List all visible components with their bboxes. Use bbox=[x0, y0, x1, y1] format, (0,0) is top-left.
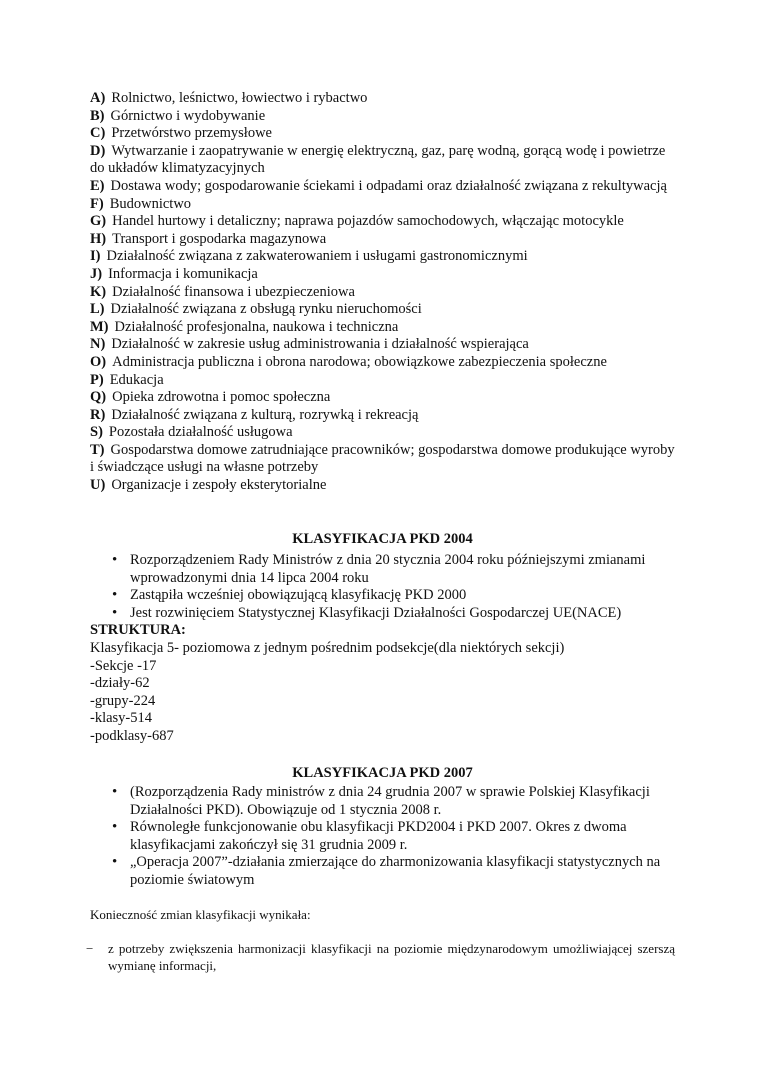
pkd2004-section bbox=[90, 530, 675, 746]
structure-heading: STRUKTURA: bbox=[90, 622, 186, 639]
pkd-sections-list bbox=[90, 90, 675, 495]
bullet-item: • Rozporządzeniem Rady Ministrów z dnia 20 stycznia 2004 roku późniejszymi zmianami wprowadzonymi dnia 14 lipca 2004 roku bbox=[90, 552, 675, 587]
list-item: G) Handel hurtowy i detaliczny; naprawa pojazdów samochodowych, włączając motocykle bbox=[90, 213, 624, 230]
list-item: Q) Opieka zdrowotna i pomoc społeczna bbox=[90, 389, 331, 406]
list-item: J) Informacja i komunikacja bbox=[90, 265, 258, 282]
necessity-item bbox=[86, 940, 675, 974]
pkd2007-bullets bbox=[90, 784, 675, 890]
list-item: A) Rolnictwo, leśnictwo, łowiectwo i rybactwo bbox=[90, 90, 368, 106]
list-item: F) Budownictwo bbox=[90, 195, 192, 212]
bullet-item: • Równoległe funkcjonowanie obu klasyfikacji PKD2004 i PKD 2007. Okres z dwoma klasyfikacjami zakończył się 31 grudnia 2009 r. bbox=[90, 819, 675, 854]
list-item: B) Górnictwo i wydobywanie bbox=[90, 107, 266, 124]
list-item: D) Wytwarzanie i zaopatrywanie w energię elektryczną, gaz, parę wodną, gorącą wodę i powietrze do układów klimatyzacyjnych bbox=[90, 142, 666, 177]
list-item: K) Działalność finansowa i ubezpieczeniowa bbox=[90, 283, 355, 300]
list-item: M) Działalność profesjonalna, naukowa i techniczna bbox=[90, 318, 399, 335]
list-item: P) Edukacja bbox=[90, 371, 164, 388]
bullet-item: • (Rozporządzenia Rady ministrów z dnia 24 grudnia 2007 w sprawie Polskiej Klasyfikacji Działalności PKD). Obowiązuje od 1 stycznia 2008 r. bbox=[90, 784, 675, 819]
list-item: I) Działalność związana z zakwaterowaniem i usługami gastronomicznymi bbox=[90, 248, 528, 265]
necessity-section bbox=[86, 906, 675, 974]
pkd2007-heading: KLASYFIKACJA PKD 2007 bbox=[292, 765, 473, 781]
structure-line: Klasyfikacja 5- poziomowa z jednym pośrednim podsekcje(dla niektórych sekcji) bbox=[90, 639, 565, 656]
bullet-item: • „Operacja 2007”-działania zmierzające do zharmonizowania klasyfikacji statystycznych na poziomie światowym bbox=[90, 854, 675, 889]
necessity-item-text: z potrzeby zwiększenia harmonizacji klasyfikacji na poziomie międzynarodowym umożliwiającej szerszą wymianę informacji, bbox=[108, 941, 675, 973]
list-item: O) Administracja publiczna i obrona narodowa; obowiązkowe zabezpieczenia społeczne bbox=[90, 353, 607, 370]
list-item: L) Działalność związana z obsługą rynku nieruchomości bbox=[90, 301, 422, 318]
list-item: N) Działalność w zakresie usług administrowania i działalność wspierająca bbox=[90, 336, 529, 353]
pkd2007-section bbox=[90, 764, 675, 890]
structure-line: -podklasy-687 bbox=[90, 727, 174, 744]
list-item: T) Gospodarstwa domowe zatrudniające pracowników; gospodarstwa domowe produkujące wyroby i świadczące usługi na własne potrzeby bbox=[90, 441, 675, 476]
bullet-item: • Zastąpiła wcześniej obowiązującą klasyfikację PKD 2000 bbox=[90, 587, 675, 605]
bullet-item: • Jest rozwinięciem Statystycznej Klasyfikacji Działalności Gospodarczej UE(NACE) bbox=[90, 605, 675, 623]
pkd2004-heading: KLASYFIKACJA PKD 2004 bbox=[292, 531, 473, 547]
list-item: U) Organizacje i zespoły eksterytorialne bbox=[90, 477, 327, 494]
necessity-intro: Konieczność zmian klasyfikacji wynikała: bbox=[90, 907, 311, 922]
list-item: H) Transport i gospodarka magazynowa bbox=[90, 230, 327, 247]
structure-line: -Sekcje -17 bbox=[90, 657, 157, 674]
list-item: E) Dostawa wody; gospodarowanie ściekami i odpadami oraz działalność związana z rekultywacją bbox=[90, 177, 667, 194]
structure-line: -grupy-224 bbox=[90, 692, 156, 709]
list-item: S) Pozostała działalność usługowa bbox=[90, 424, 293, 441]
structure-line: -działy-62 bbox=[90, 675, 150, 692]
list-item: R) Działalność związana z kulturą, rozrywką i rekreacją bbox=[90, 406, 419, 423]
structure-line: -klasy-514 bbox=[90, 710, 153, 727]
pkd2004-bullets bbox=[90, 552, 675, 622]
dash-marker: − bbox=[86, 941, 94, 956]
list-item: C) Przetwórstwo przemysłowe bbox=[90, 125, 272, 142]
